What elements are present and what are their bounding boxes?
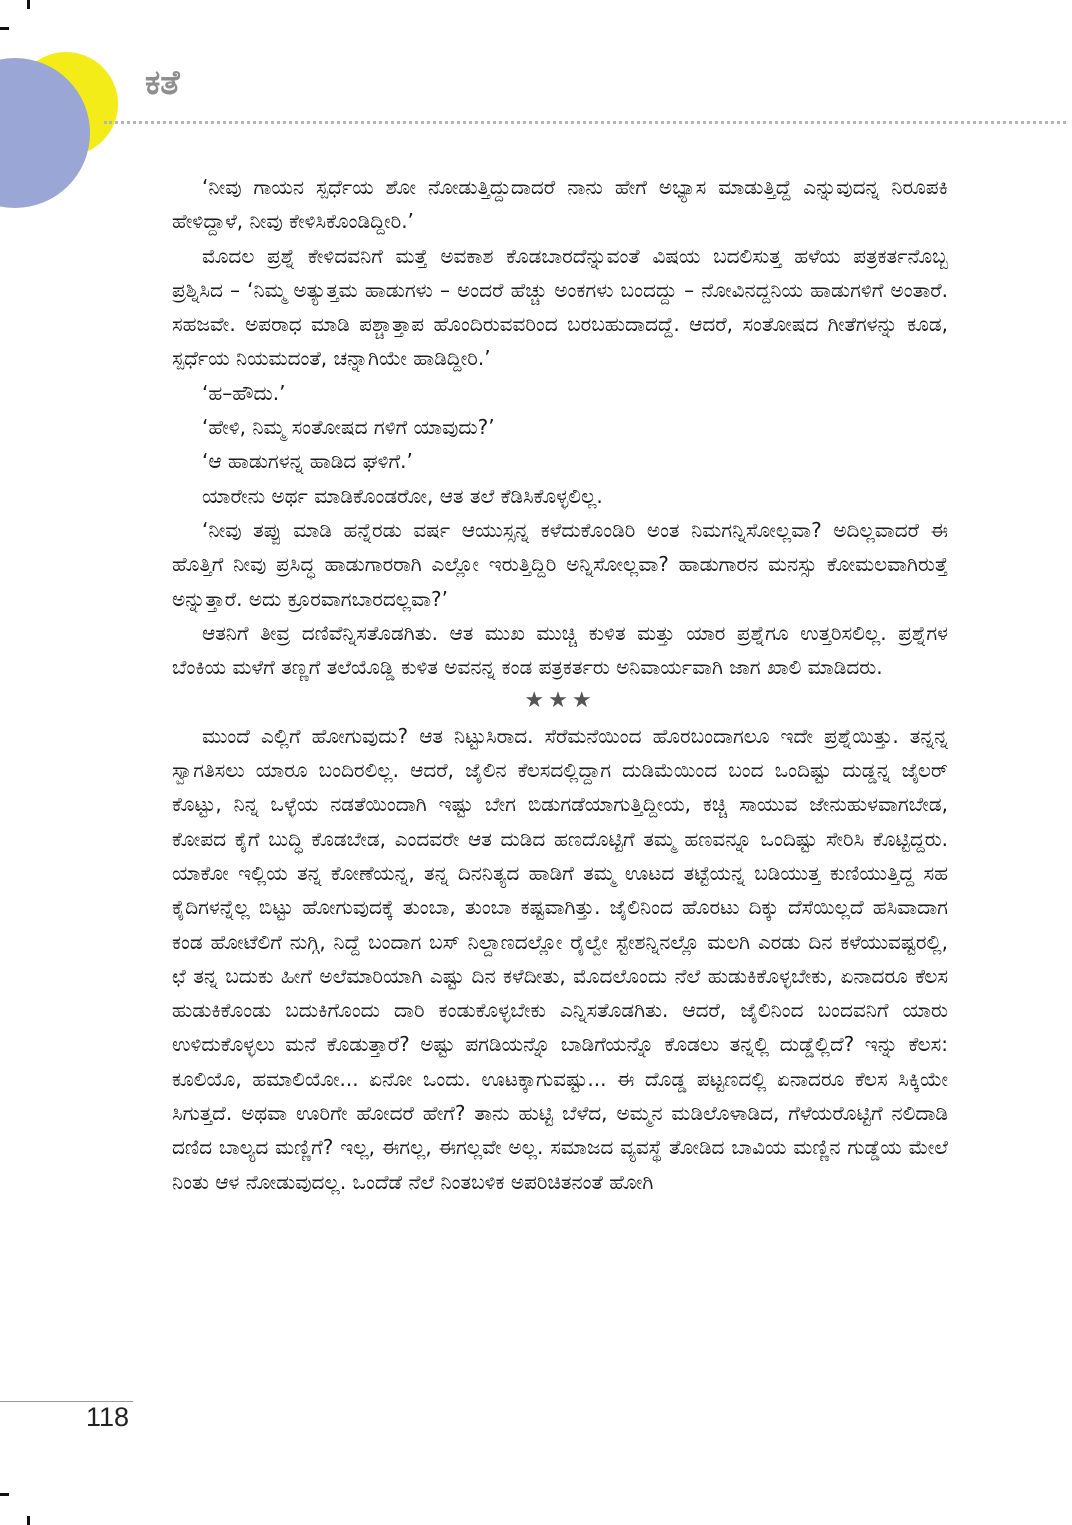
- paragraph: ಮೊದಲ ಪ್ರಶ್ನೆ ಕೇಳಿದವನಿಗೆ ಮತ್ತೆ ಅವಕಾಶ ಕೊಡಬಾರದೆನ್ನುವಂತೆ ವಿಷಯ ಬದಲಿಸುತ್ತ ಹಳೆಯ ಪತ್ರಕರ್ತನೊಬ್ಬ ಪ್ರಶ್ನಿಸಿದ – ‘ನಿಮ್ಮ ಅತ್ಯುತ್ತಮ ಹಾಡುಗಳು – ಅಂದರೆ ಹೆಚ್ಚು ಅಂಕಗಳು ಬಂದದ್ದು – ನೋವಿನದ್ದನಿಯ ಹಾಡುಗಳಿಗೆ ಅಂತಾರೆ. ಸಹಜವೇ. ಅಪರಾಧ ಮಾಡಿ ಪಶ್ಚಾತ್ತಾಪ ಹೊಂದಿರುವವರಿಂದ ಬರಬಹುದಾದದ್ದೆ. ಆದರೆ, ಸಂತೋಷದ ಗೀತೆಗಳನ್ನು ಕೂಡ, ಸ್ಪರ್ಧೆಯ ನಿಯಮದಂತೆ, ಚನ್ನಾಗಿಯೇ ಹಾಡಿದ್ದೀರಿ.’: [172, 243, 948, 371]
- paragraph: ಯಾರೇನು ಅರ್ಥ ಮಾಡಿಕೊಂಡರೋ, ಆತ ತಲೆ ಕೆಡಿಸಿಕೊಳ್ಳಲಿಲ್ಲ.: [202, 483, 603, 508]
- paragraph: ‘ನೀವು ತಪ್ಪು ಮಾಡಿ ಹನ್ನೆರಡು ವರ್ಷ ಆಯುಸ್ಸನ್ನ ಕಳೆದುಕೊಂಡಿರಿ ಅಂತ ನಿಮಗನ್ನಿಸೋಲ್ಲವಾ? ಅದಿಲ್ಲವಾದರೆ ಈ ಹೊತ್ತಿಗೆ ನೀವು ಪ್ರಸಿದ್ಧ ಹಾಡುಗಾರರಾಗಿ ಎಲ್ಲೋ ಇರುತ್ತಿದ್ದಿರಿ ಅನ್ನಿಸೋಲ್ಲವಾ? ಹಾಡುಗಾರನ ಮನಸ್ಸು ಕೋಮಲವಾಗಿರುತ್ತೆ ಅನ್ನುತ್ತಾರೆ. ಅದು ಕ್ರೂರವಾಗಬಾರದಲ್ಲವಾ?’: [172, 517, 948, 611]
- section-separator: ★★★: [524, 688, 596, 714]
- crop-mark-bottom-left-side: [0, 1493, 9, 1496]
- header-dotted-divider: [104, 121, 1066, 124]
- crop-mark-top-left: [27, 0, 30, 9]
- paragraph: ‘ಹೇಳಿ, ನಿಮ್ಮ ಸಂತೋಷದ ಗಳಿಗೆ ಯಾವುದು?’: [202, 415, 495, 440]
- paragraph: ‘ಹ–ಹೌದು.’: [202, 380, 286, 405]
- crop-mark-top-left-side: [0, 27, 9, 30]
- page-number: 118: [86, 1402, 130, 1432]
- section-title: ಕತೆ: [145, 63, 180, 103]
- paragraph: ‘ನೀವು ಗಾಯನ ಸ್ಪರ್ಧೆಯ ಶೋ ನೋಡುತ್ತಿದ್ದುದಾದರೆ ನಾನು ಹೇಗೆ ಅಭ್ಯಾಸ ಮಾಡುತ್ತಿದ್ದೆ ಎನ್ನುವುದನ್ನ ನಿರೂಪಕಿ ಹೇಳಿದ್ದಾಳೆ, ನೀವು ಕೇಳಿಸಿಕೊಂಡಿದ್ದೀರಿ.’: [172, 175, 948, 234]
- paragraph: ಮುಂದೆ ಎಲ್ಲಿಗೆ ಹೋಗುವುದು? ಆತ ನಿಟ್ಟುಸಿರಾದ. ಸೆರೆಮನೆಯಿಂದ ಹೊರಬಂದಾಗಲೂ ಇದೇ ಪ್ರಶ್ನೆಯಿತ್ತು. ತನ್ನನ್ನ ಸ್ವಾಗತಿಸಲು ಯಾರೂ ಬಂದಿರಲಿಲ್ಲ. ಆದರೆ, ಜೈಲಿನ ಕೆಲಸದಲ್ಲಿದ್ದಾಗ ದುಡಿಮೆಯಿಂದ ಬಂದ ಒಂದಿಷ್ಟು ದುಡ್ಡನ್ನ ಜೈಲರ್ ಕೊಟ್ಟು, ನಿನ್ನ ಒಳ್ಳೆಯ ನಡತೆಯಿಂದಾಗಿ ಇಷ್ಟು ಬೇಗ ಬಿಡುಗಡೆಯಾಗುತ್ತಿದ್ದೀಯ, ಕಚ್ಚಿ ಸಾಯುವ ಜೇನುಹುಳವಾಗಬೇಡ, ಕೋಪದ ಕೈಗೆ ಬುದ್ಧಿ ಕೊಡಬೇಡ, ಎಂದವರೇ ಆತ ದುಡಿದ ಹಣದೊಟ್ಟಿಗೆ ತಮ್ಮ ಹಣವನ್ನೂ ಒಂದಿಷ್ಟು ಸೇರಿಸಿ ಕೊಟ್ಟಿದ್ದರು. ಯಾಕೋ ಇಲ್ಲಿಯ ತನ್ನ ಕೋಣೆಯನ್ನ, ತನ್ನ ದಿನನಿತ್ಯದ ಹಾಡಿಗೆ ತಮ್ಮ ಊಟದ ತಟ್ಟೆಯನ್ನ ಬಡಿಯುತ್ತ ಕುಣಿಯುತ್ತಿದ್ದ ಸಹ ಕೈದಿಗಳನ್ನೆಲ್ಲ ಬಿಟ್ಟು ಹೋಗುವುದಕ್ಕೆ ತುಂಬಾ, ತುಂಬಾ ಕಷ್ಟವಾಗಿತ್ತು. ಜೈಲಿನಿಂದ ಹೊರಟು ದಿಕ್ಕು ದೆಸೆಯಿಲ್ಲದೆ ಹಸಿವಾದಾಗ ಕಂಡ ಹೋಟೆಲಿಗೆ ನುಗ್ಗಿ, ನಿದ್ದೆ ಬಂದಾಗ ಬಸ್ ನಿಲ್ದಾಣದಲ್ಲೋ ರೈಲ್ವೇ ಸ್ಟೇಶನ್ನಿನಲ್ಲೊ ಮಲಗಿ ಎರಡು ದಿನ ಕಳೆಯುವಷ್ಟರಲ್ಲಿ, ಛೆ ತನ್ನ ಬದುಕು ಹೀಗೆ ಅಲೆಮಾರಿಯಾಗಿ ಎಷ್ಟು ದಿನ ಕಳೆದೀತು, ಮೊದಲೊಂದು ನೆಲೆ ಹುಡುಕಿಕೊಳ್ಳಬೇಕು, ಏನಾದರೂ ಕೆಲಸ ಹುಡುಕಿಕೊಂಡು ಬದುಕಿಗೊಂದು ದಾರಿ ಕಂಡುಕೊಳ್ಳಬೇಕು ಎನ್ನಿಸತೊಡಗಿತು. ಆದರೆ, ಜೈಲಿನಿಂದ ಬಂದವನಿಗೆ ಯಾರು ಉಳಿದುಕೊಳ್ಳಲು ಮನೆ ಕೊಡುತ್ತಾರೆ? ಅಷ್ಟು ಪಗಡಿಯನ್ನೊ ಬಾಡಿಗೆಯನ್ನೊ ಕೊಡಲು ತನ್ನಲ್ಲಿ ದುಡ್ಡೆಲ್ಲಿದೆ? ಇನ್ನು ಕೆಲಸ: ಕೂಲಿಯೊ, ಹಮಾಲಿಯೋ... ಏನೋ ಒಂದು. ಊಟಕ್ಕಾಗುವಷ್ಟು... ಈ ದೊಡ್ಡ ಪಟ್ಟಣದಲ್ಲಿ ಏನಾದರೂ ಕೆಲಸ ಸಿಕ್ಕಿಯೇ ಸಿಗುತ್ತದೆ. ಅಥವಾ ಊರಿಗೇ ಹೋದರೆ ಹೇಗೆ? ತಾನು ಹುಟ್ಟಿ ಬೆಳೆದ, ಅಮ್ಮನ ಮಡಿಲೊಳಾಡಿದ, ಗೆಳೆಯರೊಟ್ಟಿಗೆ ನಲಿದಾಡಿ ದಣಿದ ಬಾಲ್ಯದ ಮಣ್ಣಿಗೆ? ಇಲ್ಲ, ಈಗಲ್ಲ, ಈಗಲ್ಲವೇ ಅಲ್ಲ. ಸಮಾಜದ ವ್ಯವಸ್ಥೆ ತೋಡಿದ ಬಾವಿಯ ಮಣ್ಣಿನ ಗುಡ್ಡೆಯ ಮೇಲೆ ನಿಂತು ಆಳ ನೋಡುವುದಲ್ಲ. ಒಂದೆಡೆ ನೆಲೆ ನಿಂತಬಳಿಕ ಅಪರಿಚಿತನಂತೆ ಹೋಗಿ: [172, 723, 948, 1194]
- crop-mark-bottom-left: [27, 1516, 30, 1525]
- paragraph: ‘ಆ ಹಾಡುಗಳನ್ನ ಹಾಡಿದ ಘಳಿಗೆ.’: [202, 449, 413, 474]
- story-body: [172, 170, 948, 1199]
- paragraph: ಆತನಿಗೆ ತೀವ್ರ ದಣಿವೆನ್ನಿಸತೊಡಗಿತು. ಆತ ಮುಖ ಮುಚ್ಚಿ ಕುಳಿತ ಮತ್ತು ಯಾರ ಪ್ರಶ್ನೆಗೂ ಉತ್ತರಿಸಲಿಲ್ಲ. ಪ್ರಶ್ನೆಗಳ ಬೆಂಕಿಯ ಮಳೆಗೆ ತಣ್ಣಗೆ ತಲೆಯೊಡ್ಡಿ ಕುಳಿತ ಅವನನ್ನ ಕಂಡ ಪತ್ರಕರ್ತರು ಅನಿವಾರ್ಯವಾಗಿ ಜಾಗ ಖಾಲಿ ಮಾಡಿದರು.: [172, 620, 948, 680]
